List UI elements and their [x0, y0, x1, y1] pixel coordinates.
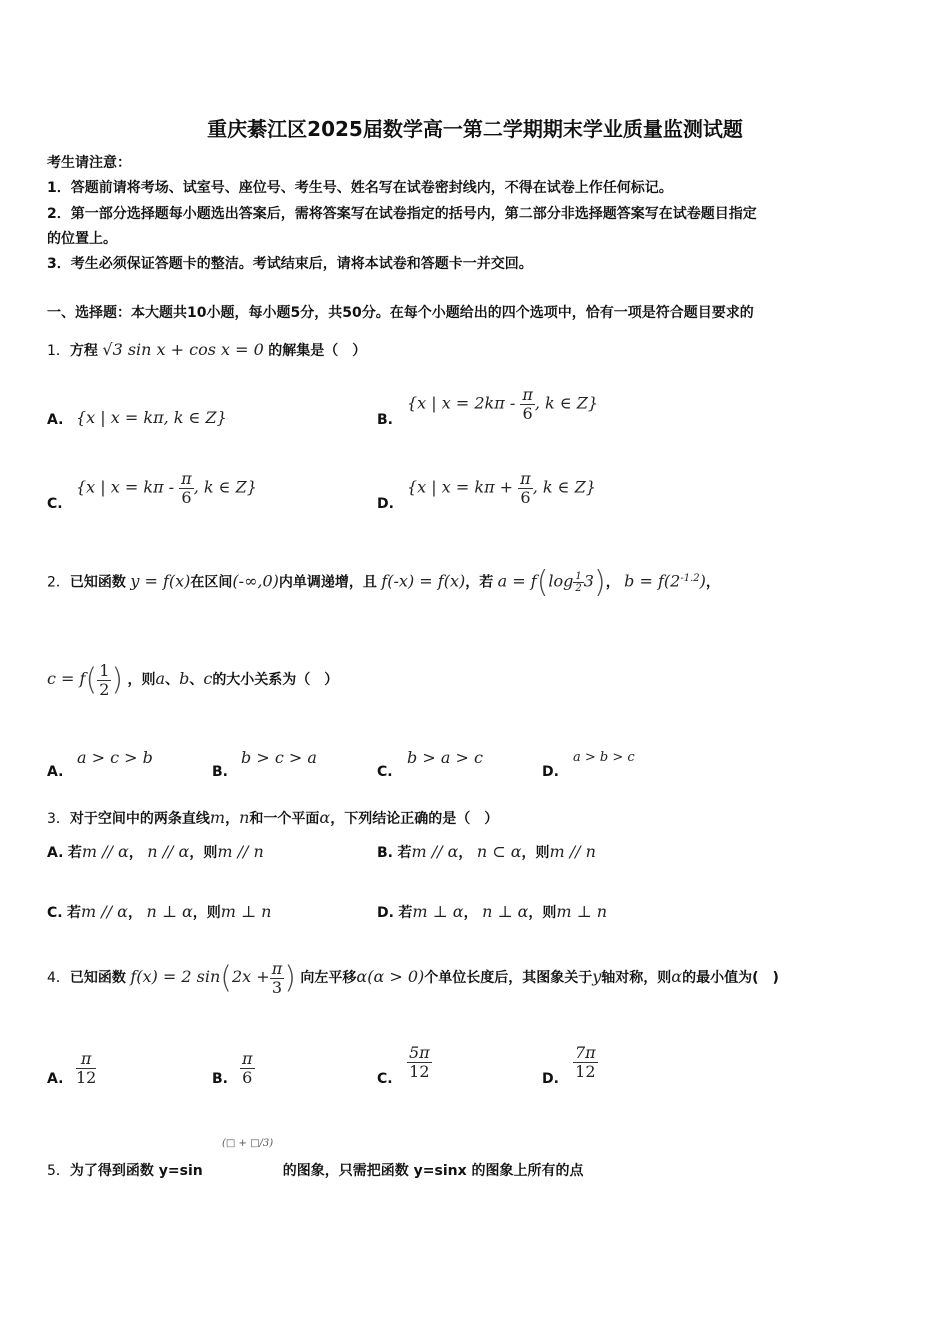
option-b: b > c > a — [241, 748, 317, 767]
page-title: 重庆綦江区2025届数学高一第二学期期末学业质量监测试题 — [207, 117, 743, 141]
question-number: 1． — [47, 343, 70, 359]
option-b: B. 若m // α， n ⊂ α，则m // n — [377, 842, 596, 861]
option-label: D. — [377, 496, 394, 512]
option-d: $\frac{7\pi}{12}$ — [575, 1043, 596, 1081]
option-c: C. 若m // α， n ⊥ α，则m ⊥ n — [47, 902, 272, 921]
section-heading: 一、选择题：本大题共10小题，每小题5分，共50分。在每个小题给出的四个选项中，恰有一项是符合题目要求的 — [47, 305, 754, 321]
option-d: a > b > c — [573, 750, 635, 765]
option-b: $\frac{\pi}{6}$ — [242, 1049, 253, 1087]
option-label: A. — [47, 412, 64, 428]
option-a: a > c > b — [77, 748, 153, 767]
question-1 — [47, 340, 366, 360]
option-b: {x | x = 2kπ - $\frac{\pi}{6}$ , k ∈ Z} — [407, 385, 599, 423]
option-a: A. 若m // α， n // α，则m // n — [47, 842, 264, 861]
question-text: 方程 — [69, 343, 98, 359]
option-label: B. — [212, 764, 228, 780]
option-d: {x | x = kπ + $\frac{\pi}{6}$ , k ∈ Z} — [407, 469, 596, 507]
option-d: D. 若m ⊥ α， n ⊥ α，则m ⊥ n — [377, 902, 608, 921]
option-c: {x | x = kπ - $\frac{\pi}{6}$ , k ∈ Z} — [76, 469, 257, 507]
question-text: 的解集是（ ） — [268, 343, 367, 359]
option-label: C. — [47, 496, 63, 512]
notice-item: 的位置上。 — [47, 231, 117, 247]
notice-item: 2．第一部分选择题每小题选出答案后，需将答案写在试卷指定的括号内，第二部分非选择题答案写在试卷题目指定 — [47, 206, 757, 222]
question-4: 4．已知函数 f(x) = 2 sin(2x + $\frac{\pi}{3}$ ) 向左平移α(α > 0)个单位长度后，其图象关于y轴对称，则α的最小值为( ) — [47, 959, 779, 997]
question-3: 3．对于空间中的两条直线m，n和一个平面α，下列结论正确的是（ ） — [47, 808, 499, 827]
option-label: B. — [377, 412, 393, 428]
option-label: C. — [377, 764, 393, 780]
option-label: C. — [377, 1071, 393, 1087]
notice-item: 1．答题前请将考场、试室号、座位号、考生号、姓名写在试卷密封线内，不得在试卷上作任何标记。 — [47, 180, 673, 196]
notice-heading: 考生请注意： — [47, 155, 131, 171]
equation: √3 sin x + cos x = 0 — [102, 340, 264, 359]
option-label: D. — [542, 764, 559, 780]
option-a: {x | x = kπ, k ∈ Z} — [76, 408, 227, 427]
option-label: A. — [47, 1071, 64, 1087]
notice-item: 3．考生必须保证答题卡的整洁。考试结束后，请将本试卷和答题卡一并交回。 — [47, 256, 533, 272]
question-5: 5．为了得到函数 y=sin 的图象，只需把函数 y=sinx 的图象上所有的点 — [47, 1163, 584, 1179]
option-label: B. — [212, 1071, 228, 1087]
option-c: $\frac{5\pi}{12}$ — [409, 1043, 430, 1081]
option-label: D. — [542, 1071, 559, 1087]
question-2: 2．已知函数 y = f(x)在区间(-∞,0)内单调递增，且 f(-x) = f(x)，若 a = f(log $\frac{1}{2}$ 3)， $b = f(2^{-1.2})$， — [47, 565, 720, 600]
question-2-cont: c = f( $\frac{1}{2}$ ) ，则a、b、c的大小关系为（ ） — [47, 661, 339, 699]
option-label: A. — [47, 764, 64, 780]
broken-formula-glyph: (□ + □/3) — [222, 1138, 274, 1149]
option-c: b > a > c — [407, 748, 483, 767]
option-a: $\frac{\pi}{12}$ — [76, 1049, 97, 1087]
